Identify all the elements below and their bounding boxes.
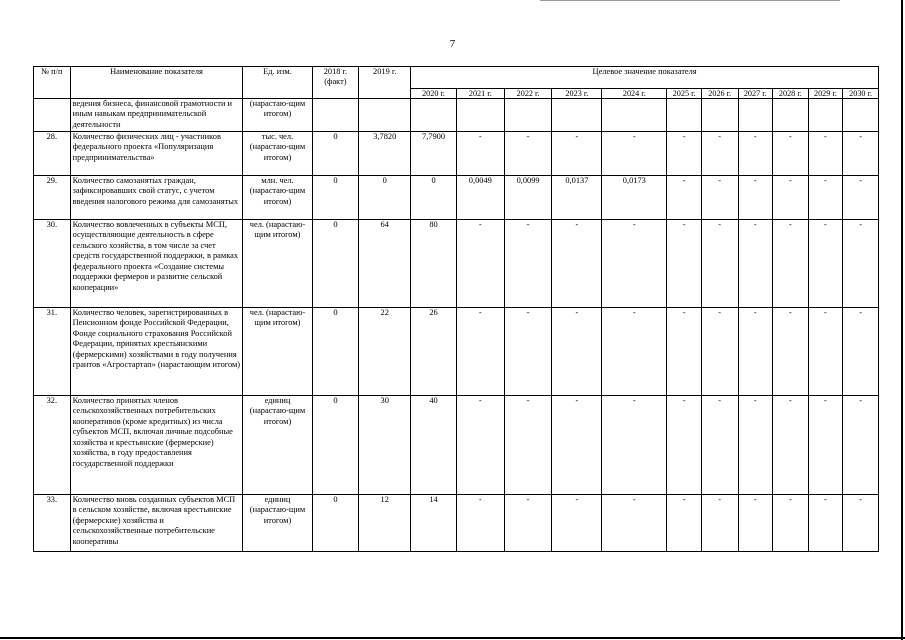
value-year-cell: [738, 99, 773, 132]
value-year-cell: 14: [411, 495, 457, 552]
indicator-name: Количество принятых членов сельскохозяйственных потребительских кооперативов (кроме кредитных) из числа субъектов МСП, включая личные подсобные хозяйства и крестьянские (фермерские) хозяйства, в году предоставления государственной поддержки: [70, 396, 243, 495]
indicator-name: ведения бизнеса, финансовой грамотности и иным навыкам предпринимательской деятельности: [70, 99, 243, 132]
value-year-cell: -: [504, 495, 552, 552]
value-year-cell: -: [738, 495, 773, 552]
indicator-name: Количество человек, зарегистрированных в Пенсионном фонде Российской Федерации, Фонде социального страхования Российской Федерации, принятых крестьянскими (фермерскими) хозяйствами в году получения грантов «Агростартап» (нарастающим итогом): [70, 308, 243, 396]
header-year: 2030 г.: [843, 89, 879, 99]
header-unit: Ед. изм.: [243, 67, 312, 99]
value-year-cell: -: [701, 495, 738, 552]
row-number: 29.: [34, 176, 71, 220]
unit-cell: (нарастаю-щим итогом): [243, 99, 312, 132]
value-year-cell: 0,0099: [504, 176, 552, 220]
value-year-cell: -: [667, 396, 702, 495]
value-2018: 0: [312, 396, 359, 495]
header-target: Целевое значение показателя: [411, 67, 879, 89]
value-year-cell: -: [701, 308, 738, 396]
table-body: [34, 99, 879, 552]
table-row: [34, 220, 879, 308]
value-year-cell: -: [808, 176, 843, 220]
unit-cell: единиц (нарастаю-щим итогом): [243, 396, 312, 495]
value-year-cell: -: [504, 396, 552, 495]
value-year-cell: -: [738, 176, 773, 220]
value-year-cell: -: [456, 396, 504, 495]
table-row: [34, 132, 879, 176]
page-number: 7: [449, 38, 456, 50]
header-year: 2027 г.: [738, 89, 773, 99]
value-2018: 0: [312, 220, 359, 308]
value-year-cell: 0,0049: [456, 176, 504, 220]
value-year-cell: -: [843, 396, 879, 495]
value-year-cell: -: [552, 495, 602, 552]
table-row: [34, 396, 879, 495]
value-year-cell: 0,0137: [552, 176, 602, 220]
value-year-cell: -: [773, 308, 809, 396]
header-year: 2025 г.: [667, 89, 702, 99]
value-year-cell: -: [773, 132, 809, 176]
value-year-cell: -: [701, 396, 738, 495]
value-2019: 3,7820: [359, 132, 411, 176]
value-year-cell: -: [701, 176, 738, 220]
indicator-name: Количество вновь созданных субъектов МСП в сельском хозяйстве, включая крестьянские (фермерские) хозяйства и сельскохозяйственные потребительские кооперативы: [70, 495, 243, 552]
row-number: 33.: [34, 495, 71, 552]
value-year-cell: -: [808, 396, 843, 495]
page-border-right: [901, 0, 903, 640]
value-year-cell: -: [808, 220, 843, 308]
value-year-cell: -: [843, 220, 879, 308]
value-year-cell: -: [701, 132, 738, 176]
value-year-cell: [602, 99, 667, 132]
header-year: 2028 г.: [773, 89, 809, 99]
value-year-cell: -: [773, 396, 809, 495]
value-year-cell: [552, 99, 602, 132]
header-name: Наименование показателя: [70, 67, 243, 99]
value-year-cell: -: [602, 495, 667, 552]
value-year-cell: [701, 99, 738, 132]
value-year-cell: 40: [411, 396, 457, 495]
value-year-cell: -: [504, 308, 552, 396]
value-year-cell: -: [552, 396, 602, 495]
value-year-cell: -: [552, 308, 602, 396]
page-border-bottom: [0, 637, 905, 639]
value-year-cell: -: [602, 132, 667, 176]
unit-cell: тыс. чел. (нарастаю-щим итогом): [243, 132, 312, 176]
value-year-cell: -: [602, 396, 667, 495]
value-2018: 0: [312, 308, 359, 396]
value-year-cell: 0,0173: [602, 176, 667, 220]
value-year-cell: -: [773, 220, 809, 308]
value-year-cell: -: [552, 220, 602, 308]
value-2019: 64: [359, 220, 411, 308]
value-year-cell: -: [456, 132, 504, 176]
value-2018: 0: [312, 176, 359, 220]
scan-edge-line: [540, 0, 840, 1]
value-2019: 12: [359, 495, 411, 552]
value-2019: 0: [359, 176, 411, 220]
value-year-cell: -: [843, 308, 879, 396]
value-year-cell: 80: [411, 220, 457, 308]
value-year-cell: -: [552, 132, 602, 176]
unit-cell: единиц (нарастаю-щим итогом): [243, 495, 312, 552]
unit-cell: чел. (нарастаю-щим итогом): [243, 308, 312, 396]
unit-cell: млн. чел. (нарастаю-щим итогом): [243, 176, 312, 220]
value-year-cell: -: [602, 308, 667, 396]
row-number: 28.: [34, 132, 71, 176]
value-year-cell: -: [773, 495, 809, 552]
row-number: 31.: [34, 308, 71, 396]
value-year-cell: -: [843, 176, 879, 220]
value-year-cell: -: [738, 308, 773, 396]
value-year-cell: -: [456, 220, 504, 308]
value-year-cell: 26: [411, 308, 457, 396]
value-year-cell: [808, 99, 843, 132]
value-year-cell: [411, 99, 457, 132]
unit-cell: чел. (нарастаю-щим итогом): [243, 220, 312, 308]
value-year-cell: -: [667, 308, 702, 396]
value-2019: [359, 99, 411, 132]
value-year-cell: -: [667, 132, 702, 176]
value-year-cell: -: [808, 132, 843, 176]
value-year-cell: [843, 99, 879, 132]
value-2019: 30: [359, 396, 411, 495]
value-year-cell: -: [504, 220, 552, 308]
value-year-cell: [773, 99, 809, 132]
row-number: 32.: [34, 396, 71, 495]
value-year-cell: [456, 99, 504, 132]
header-2018: 2018 г. (факт): [312, 67, 359, 99]
table-row: [34, 99, 879, 132]
header-num: № п/п: [34, 67, 71, 99]
value-year-cell: -: [808, 308, 843, 396]
header-year: 2021 г.: [456, 89, 504, 99]
value-year-cell: -: [667, 495, 702, 552]
value-year-cell: -: [808, 495, 843, 552]
table-row: [34, 308, 879, 396]
indicator-name: Количество физических лиц - участников федерального проекта «Популяризация предпринимательства»: [70, 132, 243, 176]
value-year-cell: -: [667, 176, 702, 220]
value-2018: 0: [312, 132, 359, 176]
table-row: [34, 495, 879, 552]
value-year-cell: -: [773, 176, 809, 220]
indicator-table: [33, 66, 879, 552]
indicator-name: Количество вовлеченных в субъекты МСП, осуществляющие деятельность в сфере сельского хозяйства, в том числе за счет средств государственной поддержки, в рамках федерального проекта «Создание системы поддержки фермеров и развитие сельской кооперации»: [70, 220, 243, 308]
value-year-cell: -: [738, 132, 773, 176]
value-year-cell: [667, 99, 702, 132]
value-year-cell: [504, 99, 552, 132]
header-year: 2023 г.: [552, 89, 602, 99]
value-2019: 22: [359, 308, 411, 396]
header-year: 2026 г.: [701, 89, 738, 99]
value-year-cell: -: [504, 132, 552, 176]
value-2018: 0: [312, 495, 359, 552]
value-year-cell: -: [843, 132, 879, 176]
row-number: [34, 99, 71, 132]
value-year-cell: -: [701, 220, 738, 308]
value-year-cell: 0: [411, 176, 457, 220]
value-year-cell: -: [456, 495, 504, 552]
value-year-cell: -: [738, 396, 773, 495]
value-year-cell: -: [667, 220, 702, 308]
header-year: 2029 г.: [808, 89, 843, 99]
header-year: 2022 г.: [504, 89, 552, 99]
value-year-cell: -: [843, 495, 879, 552]
header-2019: 2019 г.: [359, 67, 411, 99]
header-year: 2020 г.: [411, 89, 457, 99]
table-row: [34, 176, 879, 220]
value-year-cell: 7,7900: [411, 132, 457, 176]
value-year-cell: -: [738, 220, 773, 308]
row-number: 30.: [34, 220, 71, 308]
value-year-cell: -: [602, 220, 667, 308]
indicator-name: Количество самозанятых граждан, зафиксировавших свой статус, с учетом введения налогового режима для самозанятых: [70, 176, 243, 220]
value-year-cell: -: [456, 308, 504, 396]
header-year: 2024 г.: [602, 89, 667, 99]
value-2018: [312, 99, 359, 132]
